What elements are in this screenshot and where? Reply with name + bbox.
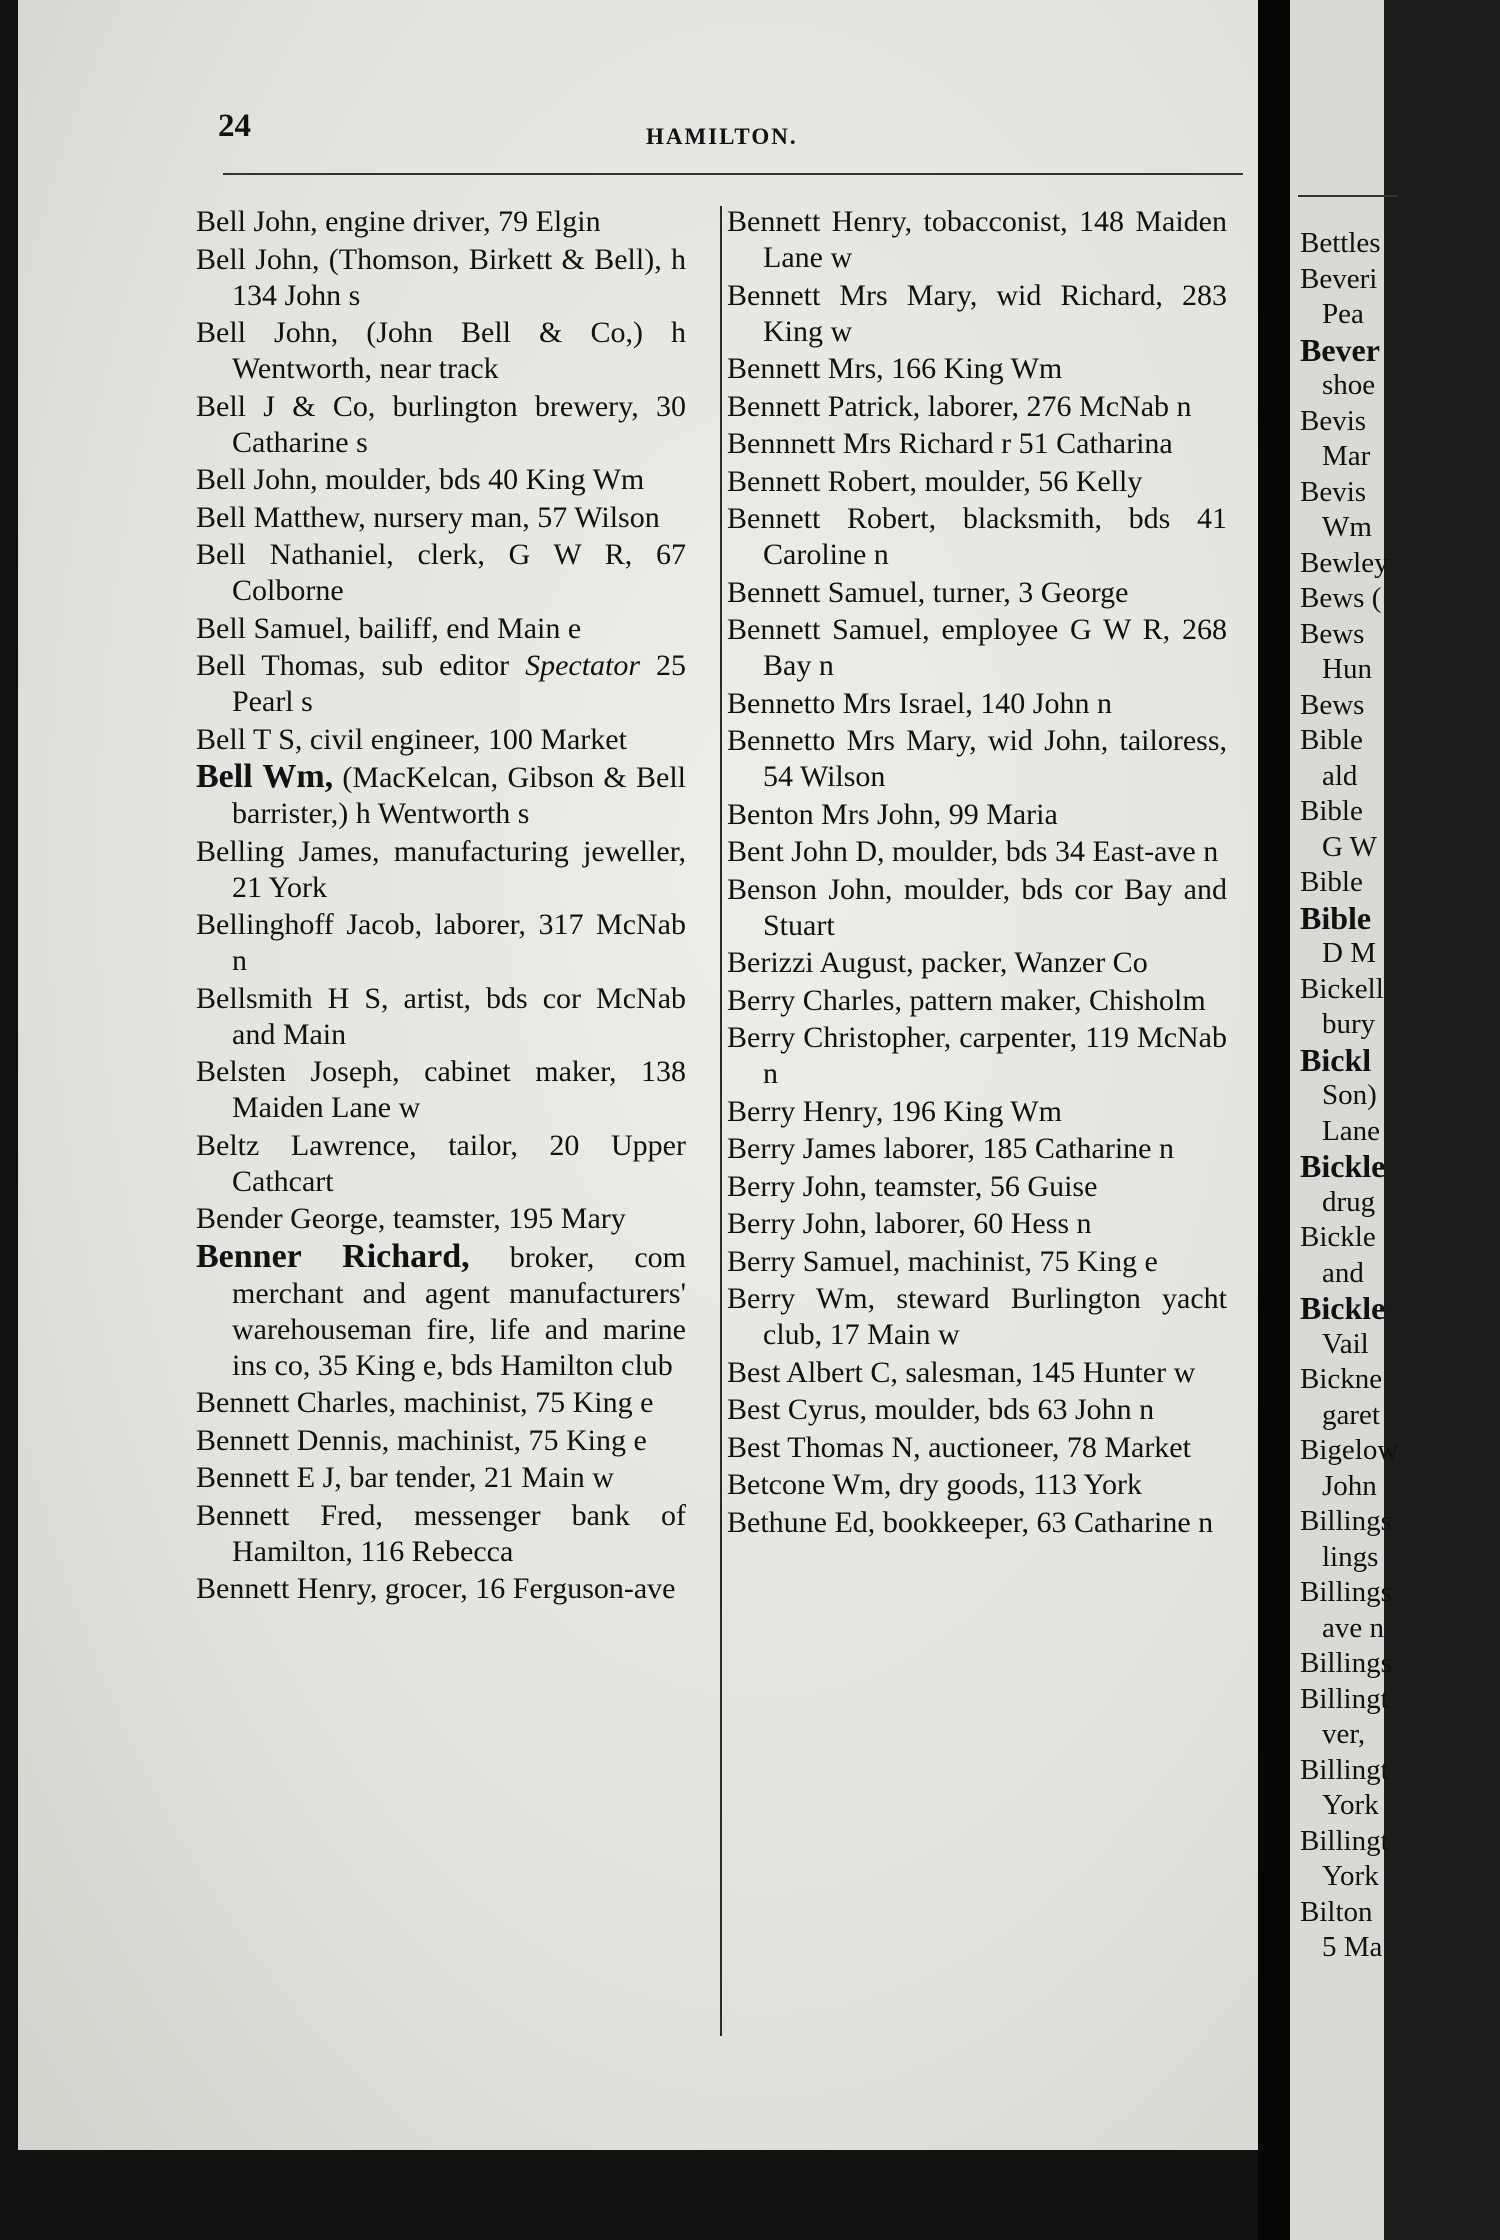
entry-name: Berry Wm,: [727, 1282, 876, 1315]
entry-details: salesman, 145 Hunter w: [897, 1355, 1196, 1389]
entry-details: machinist, 75 King e: [900, 1244, 1158, 1278]
adjacent-line: Bible: [1300, 866, 1363, 898]
entry-name: Berry John,: [727, 1169, 867, 1203]
adjacent-line: Son): [1322, 1079, 1377, 1111]
entry-details: cabinet maker, 138 Maiden Lane w: [232, 1055, 687, 1124]
adjacent-line: ave n: [1322, 1611, 1384, 1644]
entry-name: Bell Matthew,: [196, 500, 366, 534]
entry-details: manufacturing jeweller, 21 York: [232, 834, 686, 904]
adjacent-line: Bible: [1300, 899, 1372, 936]
entry-name: Berry Charles,: [727, 983, 902, 1017]
adjacent-line: Billingt: [1300, 1753, 1389, 1786]
entry-name: Bell Wm,: [196, 758, 334, 795]
directory-entry: [196, 500, 686, 536]
adjacent-line: ald: [1322, 759, 1358, 792]
directory-entry: [727, 1430, 1227, 1466]
directory-entry: [196, 315, 686, 387]
entry-name: Bennett Henry,: [196, 1572, 378, 1605]
directory-entry: [196, 834, 686, 906]
entry-name: Bell J & Co,: [196, 389, 376, 423]
adjacent-line: Billingt: [1300, 1682, 1389, 1715]
entry-details: dry goods, 113 York: [891, 1468, 1142, 1501]
directory-entry: [727, 1281, 1227, 1353]
adjacent-line: Vail: [1322, 1327, 1369, 1360]
adjacent-line: Bible: [1300, 724, 1363, 756]
entry-details: 166 King Wm: [883, 352, 1063, 385]
directory-entry: [727, 834, 1227, 870]
header-rule: [223, 173, 1243, 175]
entry-name: Bennetto Mrs Mary,: [727, 724, 977, 757]
directory-entry: [196, 242, 686, 314]
entry-name: Bennett Robert,: [727, 464, 917, 498]
entry-details: grocer, 16 Ferguson-ave: [377, 1572, 676, 1605]
adjacent-line: 5 Ma: [1322, 1931, 1383, 1963]
entry-name: Bell Thomas,: [196, 649, 366, 682]
adjacent-line: John: [1322, 1469, 1377, 1502]
entry-name: Bennett Mrs Mary,: [727, 278, 978, 312]
directory-entry: [196, 1460, 686, 1496]
directory-entry: [727, 575, 1227, 611]
entry-name: Bell Nathaniel,: [196, 538, 394, 571]
entry-details: laborer, 185 Catharine n: [876, 1132, 1174, 1165]
column-divider: [720, 206, 722, 2036]
adjacent-line: Bickell: [1300, 972, 1384, 1005]
directory-entry: [727, 204, 1227, 276]
entry-name: Beltz Lawrence,: [196, 1128, 417, 1162]
directory-entry: [196, 648, 686, 720]
entry-name: Bell John,: [196, 205, 318, 238]
adjacent-line: lings: [1322, 1540, 1379, 1573]
directory-entry: [196, 1201, 686, 1237]
entry-details: laborer, 276 McNab n: [920, 389, 1192, 423]
directory-entry: [727, 351, 1227, 387]
directory-entry: [727, 872, 1227, 944]
entry-address: 25 Pearl s: [232, 649, 687, 718]
running-head: HAMILTON.: [646, 124, 798, 149]
adjacent-line: Bews: [1300, 688, 1365, 721]
entry-details: bar tender, 21 Main w: [341, 1461, 614, 1494]
entry-name: Best Thomas N,: [727, 1430, 921, 1464]
adjacent-line: and: [1322, 1256, 1364, 1289]
directory-entry: [196, 1385, 686, 1421]
directory-entry: [727, 1131, 1227, 1167]
entry-details: wid Richard, 283 King w: [763, 278, 1228, 348]
directory-entry: [727, 1094, 1227, 1130]
directory-entry: [196, 204, 686, 240]
entry-name: Berry James: [727, 1132, 877, 1165]
entry-details: bookkeeper, 63 Catharine n: [875, 1505, 1214, 1539]
directory-entry: [727, 797, 1227, 833]
entry-name: Bellsmith H S,: [196, 981, 389, 1015]
entry-name: Benton Mrs John,: [727, 797, 942, 831]
directory-entry: [727, 723, 1227, 795]
adjacent-line: garet: [1322, 1398, 1380, 1431]
entry-name: Bennett Samuel,: [727, 613, 930, 646]
adjacent-line: D M: [1322, 937, 1376, 969]
entry-details: (MacKelcan, Gibson & Bell barrister,) h Wentworth s: [232, 761, 687, 830]
entry-details: (Thomson, Birkett & Bell), h 134 John s: [232, 242, 686, 312]
entry-details: moulder, bds 40 King Wm: [317, 463, 645, 496]
directory-entry: [196, 537, 686, 609]
adjacent-header-rule: [1298, 195, 1398, 197]
entry-name: Bennett Henry,: [727, 205, 913, 238]
directory-entry: [196, 1423, 686, 1459]
entry-name: Belling James,: [196, 834, 380, 868]
directory-entry: [196, 389, 686, 461]
entry-details: employee G W R, 268 Bay n: [763, 613, 1228, 682]
directory-column-adjacent: [1300, 226, 1500, 1966]
entry-name: Bennett Fred,: [196, 1498, 383, 1532]
entry-name: Best Cyrus,: [727, 1393, 868, 1426]
entry-details: pattern maker, Chisholm: [901, 983, 1206, 1017]
directory-entry: [727, 686, 1227, 722]
entry-name: Bell T S,: [196, 722, 303, 756]
entry-name: Bennett Samuel,: [727, 575, 926, 609]
entry-name: Berry Christopher,: [727, 1021, 952, 1054]
adjacent-line: York: [1322, 1789, 1379, 1821]
adjacent-line: Bickle: [1300, 1148, 1386, 1184]
entry-details: auctioneer, 78 Market: [920, 1430, 1191, 1464]
directory-entry: [727, 501, 1227, 573]
entry-details: packer, Wanzer Co: [913, 946, 1148, 979]
entry-details: teamster, 195 Mary: [385, 1202, 626, 1235]
entry-name: Benson John,: [727, 872, 893, 906]
binding-gutter: [1258, 0, 1290, 2240]
entry-name: Bell Samuel,: [196, 611, 351, 645]
entry-details: blacksmith, bds 41 Caroline n: [763, 502, 1227, 571]
directory-entry: [727, 278, 1227, 350]
directory-entry: [196, 907, 686, 979]
directory-entry: [727, 1169, 1227, 1205]
adjacent-line: Mar: [1322, 440, 1371, 472]
entry-details: wid John, tailoress, 54 Wilson: [763, 724, 1228, 793]
entry-name: Bennett Dennis,: [196, 1423, 390, 1457]
entry-name: Bennett Robert,: [727, 502, 937, 535]
adjacent-line: Bews: [1300, 617, 1365, 650]
directory-column-left: [196, 204, 686, 1609]
directory-entry: [196, 1128, 686, 1200]
entry-details: moulder, bds 63 John n: [867, 1393, 1155, 1426]
entry-details: carpenter, 119 McNab n: [763, 1021, 1227, 1090]
entry-name: Bennnett Mrs Richard: [727, 427, 994, 460]
adjacent-line: Billingt: [1300, 1824, 1389, 1857]
adjacent-line: Bickle: [1300, 1221, 1376, 1253]
entry-name: Berry John,: [727, 1207, 867, 1240]
adjacent-line: drug: [1322, 1185, 1376, 1218]
entry-name: Bennett Charles,: [196, 1386, 396, 1419]
entry-name: Bell John,: [196, 463, 318, 496]
entry-name: Bennett E J,: [196, 1461, 342, 1494]
directory-entry: [727, 426, 1227, 462]
adjacent-line: bury: [1322, 1008, 1376, 1040]
entry-details: machinist, 75 King e: [389, 1423, 647, 1457]
directory-entry: [196, 1054, 686, 1126]
entry-details: turner, 3 George: [925, 575, 1129, 609]
adjacent-line: shoe: [1322, 369, 1376, 401]
entry-details: moulder, bds cor Bay and Stuart: [763, 872, 1227, 942]
directory-entry: [196, 981, 686, 1053]
adjacent-line: Bickl: [1300, 1041, 1372, 1078]
entry-details: machinist, 75 King e: [395, 1386, 654, 1419]
entry-details: nursery man, 57 Wilson: [365, 500, 660, 534]
directory-entry: [727, 1206, 1227, 1242]
entry-details: broker, com merchant and agent manufacturers' warehouseman fire, life and marine ins co, 35 King e, bds Hamilton club: [232, 1240, 686, 1382]
entry-name: Berizzi August,: [727, 946, 914, 979]
entry-name: Benner Richard,: [196, 1237, 470, 1275]
adjacent-line: Bickle: [1300, 1290, 1386, 1326]
entry-details: tailor, 20 Upper Cathcart: [232, 1128, 686, 1198]
entry-name: Bennetto Mrs Israel,: [727, 686, 973, 720]
adjacent-line: Billings: [1300, 1576, 1392, 1608]
entry-name: Bell John,: [196, 316, 339, 349]
entry-details: 99 Maria: [941, 797, 1058, 831]
directory-entry: [727, 1355, 1227, 1391]
directory-entry: [196, 759, 686, 832]
entry-details: laborer, 317 McNab n: [232, 908, 686, 977]
entry-name: Bethune Ed,: [727, 1505, 876, 1539]
entry-name: Bennett Mrs,: [727, 352, 884, 385]
directory-entry: [727, 612, 1227, 684]
entry-details: artist, bds cor McNab and Main: [232, 981, 687, 1051]
entry-details: (John Bell & Co,) h Wentworth, near track: [232, 316, 687, 385]
entry-name: Bender George,: [196, 1202, 386, 1235]
adjacent-line: York: [1322, 1860, 1379, 1892]
directory-entry: [196, 1571, 686, 1607]
page-number: 24: [218, 108, 251, 144]
adjacent-line: Bilton: [1300, 1895, 1373, 1928]
entry-name: Bell John,: [196, 242, 320, 276]
directory-entry: [727, 464, 1227, 500]
directory-entry: [727, 983, 1227, 1019]
adjacent-line: Bigelow: [1300, 1434, 1399, 1466]
adjacent-line: Billings: [1300, 1647, 1392, 1679]
adjacent-line: Bettles: [1300, 227, 1381, 259]
entry-name: Bennett Patrick,: [727, 389, 921, 423]
entry-details: moulder, 56 Kelly: [916, 464, 1143, 498]
adjacent-line: Bevis: [1300, 475, 1367, 508]
entry-details: 140 John n: [972, 686, 1112, 720]
entry-details: burlington brewery, 30 Catharine s: [232, 389, 686, 459]
adjacent-line: Beveri: [1300, 262, 1378, 295]
entry-name: Best Albert C,: [727, 1355, 898, 1389]
adjacent-line: Bible: [1300, 795, 1363, 827]
adjacent-line: Billings: [1300, 1505, 1392, 1537]
entry-details: engine driver, 79 Elgin: [317, 205, 601, 238]
entry-details: steward Burlington yacht club, 17 Main w: [763, 1282, 1227, 1351]
entry-details: messenger bank of Hamilton, 116 Rebecca: [232, 1498, 686, 1568]
directory-entry: [727, 1020, 1227, 1092]
directory-entry: [727, 1505, 1227, 1541]
directory-column-right: [727, 204, 1227, 1542]
entry-details: laborer, 60 Hess n: [866, 1207, 1092, 1240]
entry-details: 196 King Wm: [883, 1094, 1062, 1128]
adjacent-line: Lane: [1322, 1114, 1380, 1147]
adjacent-line: Bews (: [1300, 582, 1382, 614]
entry-name: Berry Samuel,: [727, 1244, 901, 1278]
directory-entry: [727, 1467, 1227, 1503]
adjacent-line: Pea: [1322, 298, 1364, 330]
adjacent-line: Hun: [1322, 653, 1372, 685]
scan-border-bottom: [0, 2150, 1258, 2240]
entry-details: sub editor: [365, 649, 526, 682]
entry-details: teamster, 56 Guise: [866, 1169, 1098, 1203]
entry-details: bailiff, end Main e: [350, 611, 582, 645]
entry-details: moulder, bds 34 East-ave n: [884, 835, 1219, 868]
adjacent-line: Bickne: [1300, 1363, 1383, 1395]
entry-publication: Spectator: [525, 649, 641, 682]
entry-details: r 51 Catharina: [993, 427, 1173, 460]
adjacent-line: G W: [1322, 830, 1378, 863]
directory-entry: [727, 1392, 1227, 1428]
entry-name: Bellinghoff Jacob,: [196, 908, 423, 941]
directory-entry: [196, 611, 686, 647]
entry-name: Betcone Wm,: [727, 1468, 892, 1501]
directory-entry: [727, 1244, 1227, 1280]
entry-name: Bent John D,: [727, 835, 885, 868]
entry-details: civil engineer, 100 Market: [302, 722, 627, 756]
adjacent-line: Wm: [1322, 511, 1372, 543]
entry-details: tobacconist, 148 Maiden Lane w: [763, 205, 1227, 274]
entry-name: Berry Henry,: [727, 1094, 884, 1128]
adjacent-line: ver,: [1322, 1718, 1366, 1750]
directory-entry: [727, 389, 1227, 425]
adjacent-line: Bever: [1300, 331, 1380, 368]
entry-name: Belsten Joseph,: [196, 1055, 400, 1088]
adjacent-line: Bevis: [1300, 404, 1367, 437]
directory-entry: [727, 945, 1227, 981]
directory-entry: [196, 1239, 686, 1384]
adjacent-line: Bewley: [1300, 546, 1389, 579]
directory-entry: [196, 1498, 686, 1570]
directory-entry: [196, 462, 686, 498]
entry-details: clerk, G W R, 67 Colborne: [232, 538, 686, 607]
directory-entry: [196, 722, 686, 758]
